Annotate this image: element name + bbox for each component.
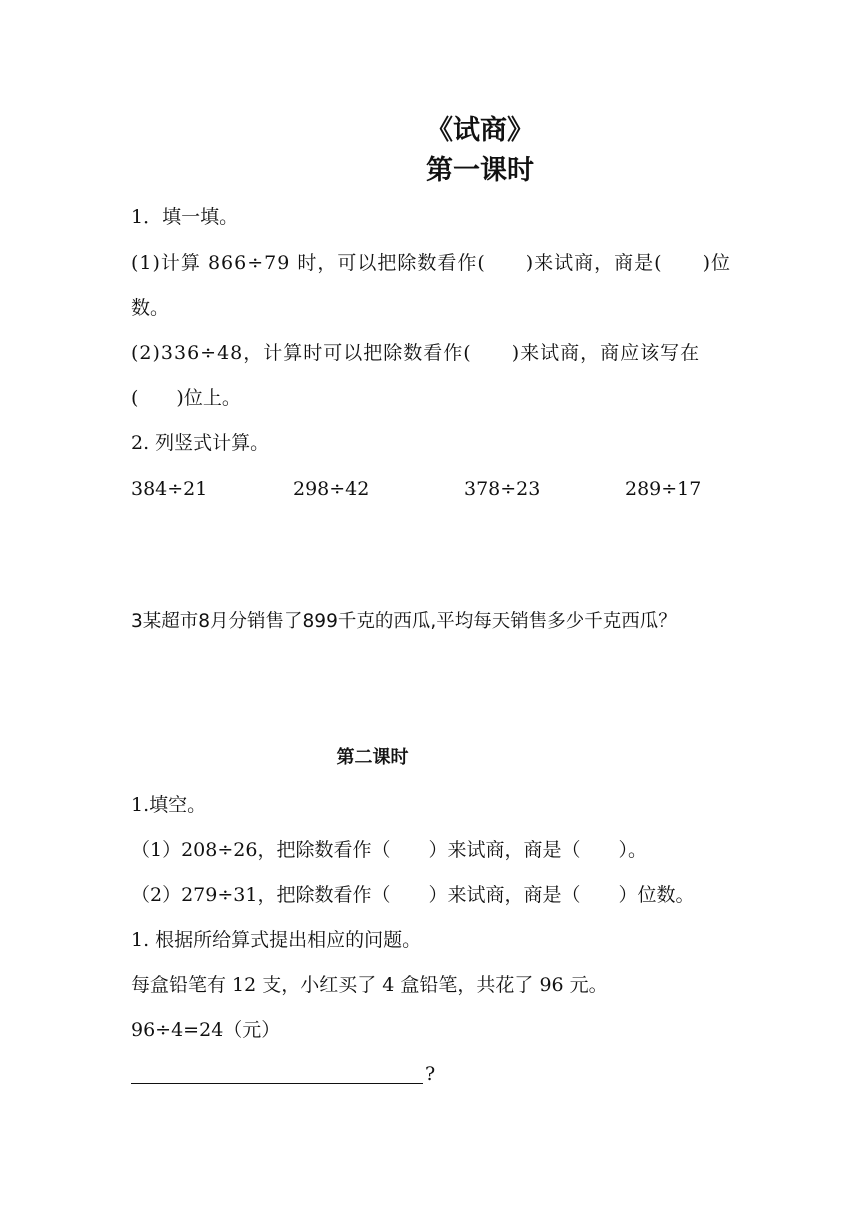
- calc-item-3: 378÷23: [464, 478, 541, 500]
- lesson2-heading: 第二课时: [336, 747, 409, 768]
- lesson1-q2-title: 2. 列竖式计算。: [131, 432, 270, 454]
- lesson2-q1-title: 1.填空。: [131, 794, 207, 816]
- document-title: 《试商》: [426, 115, 534, 146]
- lesson2-q1-2: （2）279÷31，把除数看作（ ）来试商，商是（ ）位数。: [131, 884, 695, 906]
- calc-item-1: 384÷21: [131, 478, 208, 500]
- lesson1-q1-1-line2: 数。: [131, 297, 170, 319]
- lesson1-q3: 3某超市8月分销售了899千克的西瓜,平均每天销售多少千克西瓜？: [131, 611, 677, 632]
- lesson2-q1-1: （1）208÷26，把除数看作（ ）来试商，商是（ ）。: [131, 839, 647, 861]
- lesson2-q2-context: 每盒铅笔有 12 支，小红买了 4 盒铅笔，共花了 96 元。: [131, 974, 608, 996]
- lesson2-q2-formula: 96÷4=24（元）: [131, 1019, 281, 1041]
- lesson1-q1-2-line1: (2)336÷48，计算时可以把除数看作( )来试商，商应该写在: [131, 342, 701, 364]
- lesson1-q1-1-line1: (1)计算 866÷79 时，可以把除数看作( )来试商，商是( )位: [131, 252, 732, 274]
- answer-question-mark: ?: [425, 1063, 436, 1085]
- lesson1-heading: 第一课时: [426, 155, 534, 186]
- answer-blank-line[interactable]: [131, 1068, 423, 1084]
- calc-item-4: 289÷17: [625, 478, 702, 500]
- lesson1-q1-title: 1．填一填。: [131, 206, 239, 228]
- calc-item-2: 298÷42: [293, 478, 370, 500]
- lesson2-q2-title: 1. 根据所给算式提出相应的问题。: [131, 929, 422, 951]
- lesson1-q1-2-line2: ( )位上。: [131, 387, 241, 409]
